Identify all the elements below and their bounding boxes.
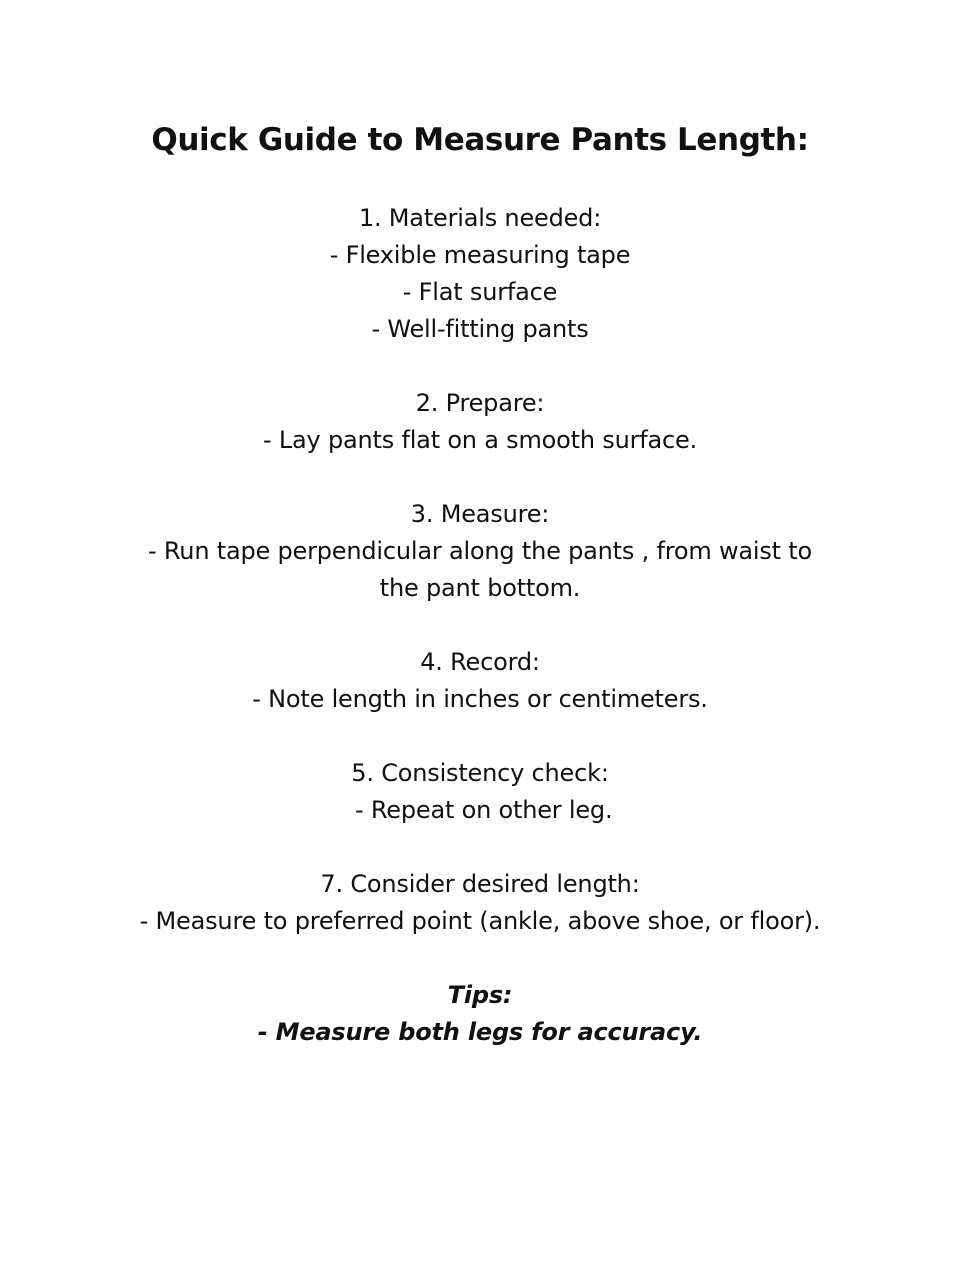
- list-item: - Well-fitting pants: [371, 315, 589, 343]
- section-heading-prepare: 2. Prepare:: [415, 389, 545, 417]
- tips-heading: Tips:: [447, 981, 513, 1009]
- tips-item: - Measure both legs for accuracy.: [257, 1018, 703, 1046]
- section-heading-record: 4. Record:: [420, 648, 540, 676]
- list-item: - Note length in inches or centimeters.: [252, 685, 708, 713]
- list-item: - Repeat on other leg.: [347, 796, 613, 824]
- list-item: the pant bottom.: [379, 574, 581, 602]
- section-heading-desired-length: 7. Consider desired length:: [320, 870, 640, 898]
- page-title: Quick Guide to Measure Pants Length:: [151, 122, 809, 158]
- section-heading-consistency: 5. Consistency check:: [351, 759, 609, 787]
- list-item: - Run tape perpendicular along the pants , from waist to: [148, 537, 812, 565]
- section-heading-measure: 3. Measure:: [410, 500, 550, 528]
- list-item: - Measure to preferred point (ankle, above shoe, or floor).: [139, 907, 821, 935]
- list-item: - Lay pants flat on a smooth surface.: [262, 426, 698, 454]
- list-item: - Flexible measuring tape: [329, 241, 631, 269]
- section-heading-materials: 1. Materials needed:: [358, 204, 602, 232]
- list-item: - Flat surface: [402, 278, 558, 306]
